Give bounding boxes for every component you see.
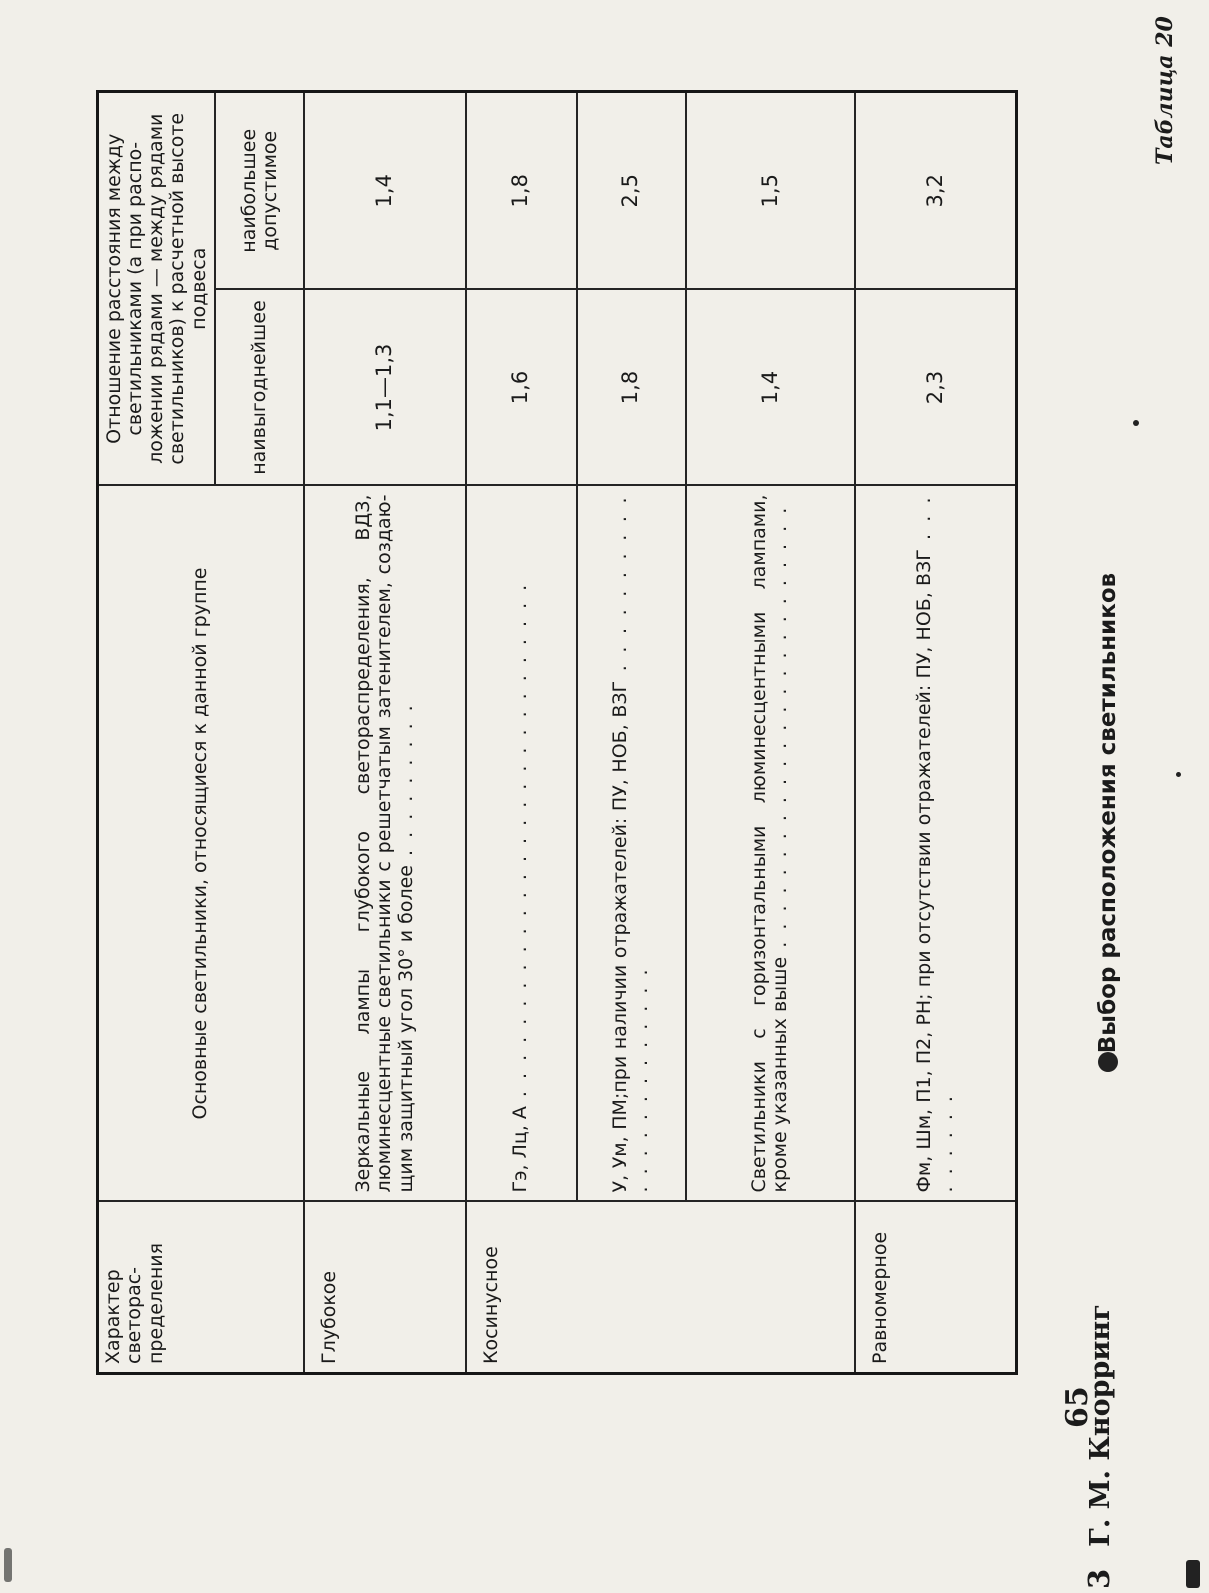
header-ratio-best: наивыгоднейшее xyxy=(215,290,304,486)
row-description xyxy=(466,486,577,1202)
luminaire-table xyxy=(96,90,1018,1375)
table-title: Выбор расположения светильников xyxy=(1095,572,1121,1054)
dot-leader: . . . . . . . . . . . . . . . . . . . . . . . . . . . . . xyxy=(509,581,532,1107)
row-max: 1,5 xyxy=(686,91,856,289)
row-max: 2,5 xyxy=(577,91,686,289)
table-row xyxy=(855,91,1016,1373)
header-ratio: Отношение расстояния между светильниками (а при расположении рядами — между рядами светильников) к расчетной высоте подвеса xyxy=(98,91,216,485)
row-max: 1,4 xyxy=(304,91,465,289)
dot-leader: . . . . . . . . . xyxy=(394,702,417,865)
row-description xyxy=(577,486,686,1202)
dot-leader: . . . . . . . . . . . . . . . . . . . . . . . xyxy=(608,494,653,1193)
row-description xyxy=(686,486,856,1202)
row-description-text: У, Ум, ПМ;при наличии отражателей: ПУ, НОБ, ВЗГ xyxy=(608,680,631,1193)
header-character: Характер светораспределения xyxy=(98,1202,305,1374)
row-description xyxy=(304,486,465,1202)
row-best: 1,6 xyxy=(466,290,577,486)
row-description-text: Фм, Шм, П1, П2, РН; при отсутствии отражателей: ПУ, НОБ, ВЗГ xyxy=(913,549,936,1193)
dot-leader: . . . . . . . . . . . . . . . . . . . . . . . . . xyxy=(769,504,792,957)
header-ratio-max: наибольшее допустимое xyxy=(215,91,304,289)
page-footer xyxy=(1082,1304,1116,1589)
table-row xyxy=(577,91,686,1373)
table-header-row xyxy=(98,91,216,1373)
row-best: 2,3 xyxy=(855,290,1016,486)
row-character: Косинусное xyxy=(466,1202,855,1374)
table-row xyxy=(466,91,577,1373)
page-number: 65 xyxy=(1060,1386,1095,1428)
table-row xyxy=(686,91,856,1373)
row-character: Равномерное xyxy=(855,1202,1016,1374)
row-max: 3,2 xyxy=(855,91,1016,289)
row-description-text: Зеркальные лампы глубокого светораспределения, ВДЗ, люминесцентные светильники с решетчатым затенителем, создающим защитный угол 30° и более xyxy=(351,494,417,1193)
header-description: Основные светильники, относящиеся к данной группе xyxy=(98,486,305,1202)
row-description-text: Гэ, Лц, А xyxy=(509,1106,532,1193)
dot-leader: . . . . . . . . . xyxy=(913,494,957,1193)
row-best: 1,4 xyxy=(686,290,856,486)
row-description xyxy=(855,486,1016,1202)
row-best: 1,1—1,3 xyxy=(304,290,465,486)
footer-author: Г. М. Кнорринг xyxy=(1085,1304,1116,1547)
row-description-text: Светильники с горизонтальными люминесцентными лампами, кроме указанных выше xyxy=(748,494,792,1193)
table-row xyxy=(304,91,465,1373)
footer-volume: 3 xyxy=(1082,1568,1116,1589)
row-best: 1,8 xyxy=(577,290,686,486)
table-number: Таблица 20 xyxy=(1152,16,1178,165)
row-max: 1,8 xyxy=(466,91,577,289)
row-character: Глубокое xyxy=(304,1202,465,1374)
